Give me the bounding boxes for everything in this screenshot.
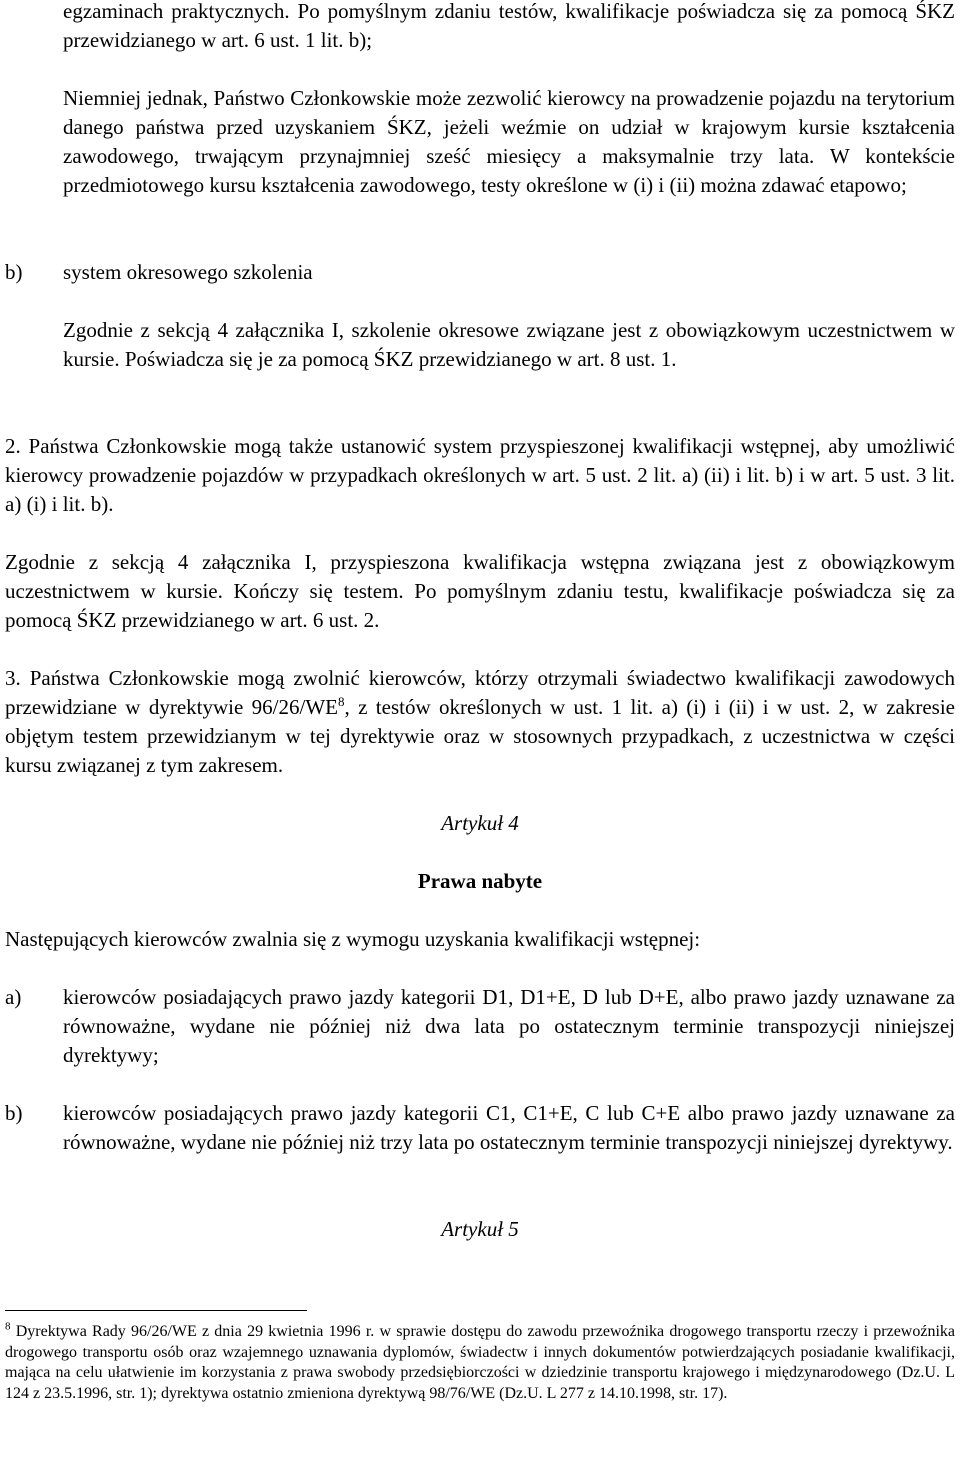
list-label-a: a)	[5, 985, 22, 1009]
footnote	[5, 1322, 955, 1404]
article-5-number: Artykuł 5	[441, 1217, 519, 1241]
article-4-number: Artykuł 4	[441, 811, 519, 835]
list-item-b-text: system okresowego szkolenia	[63, 260, 313, 284]
footnote-text: Dyrektywa Rady 96/26/WE z dnia 29 kwietnia 1996 r. w sprawie dostępu do zawodu przewoźnika drogowego transportu rzeczy i przewoźnika drogowego transportu osób oraz wzajemnego uznawania dyplomów, świadectw i innych dokumentów potwierdzających posiadanie kwalifikacji, mająca na celu ułatwienie im korzystania z prawa swobody przedsiębiorczości w dziedzinie transportu krajowego i międzynarodowego (Dz.U. L 124 z 23.5.1996, str. 1); dyrektywa ostatnio zmieniona dyrektywą 98/76/WE (Dz.U. L 277 z 14.10.1998, str. 17).	[5, 1323, 955, 1402]
list-item-b2-text: kierowców posiadających prawo jazdy kategorii C1, C1+E, C lub C+E albo prawo jazdy uznawane za równoważne, wydane nie później niż trzy lata po ostatecznym terminie transpozycji niniejszej dyrektywy.	[63, 1101, 955, 1154]
footnote-separator	[5, 1310, 307, 1311]
paragraph-niemniej: Niemniej jednak, Państwo Członkowskie może zezwolić kierowcy na prowadzenie pojazdu na terytorium danego państwa przed uzyskaniem ŚKZ, jeżeli weźmie on udział w krajowym kursie kształcenia zawodowego, trwającym przynajmniej sześć miesięcy a maksymalnie trzy lata. W kontekście przedmiotowego kursu kształcenia zawodowego, testy określone w (i) i (ii) można zdawać etapowo;	[63, 86, 955, 197]
paragraph-zgodnie-przyspieszona: Zgodnie z sekcją 4 załącznika I, przyspieszona kwalifikacja wstępna związana jest z obowiązkowym uczestnictwem w kursie. Kończy się testem. Po pomyślnym zdaniu testu, kwalifikacje poświadcza się za pomocą ŚKZ przewidzianego w art. 6 ust. 2.	[5, 550, 955, 632]
list-label-b-2: b)	[5, 1101, 23, 1125]
paragraph-3-text-after: , z testów określonych w ust. 1 lit. a) (i) i (ii) i w ust. 2, w zakresie objętym testem przewidzianym w tej dyrektywie oraz w stosownych przypadkach, z uczestnictwa w części kursu związanej z tym zakresem.	[5, 695, 955, 777]
article-4-intro: Następujących kierowców zwalnia się z wymogu uzyskania kwalifikacji wstępnej:	[5, 927, 701, 951]
footnote-number: 8	[5, 1320, 11, 1333]
paragraph-3	[5, 664, 955, 780]
top-continuation-text: egzaminach praktycznych. Po pomyślnym zdaniu testów, kwalifikacje poświadcza się za pomocą ŚKZ przewidzianego w art. 6 ust. 1 lit. b);	[63, 0, 955, 52]
footnote-reference: 8	[337, 694, 345, 709]
paragraph-2: 2. Państwa Członkowskie mogą także ustanowić system przyspieszonej kwalifikacji wstępnej, aby umożliwić kierowcy prowadzenie pojazdów w przypadkach określonych w art. 5 ust. 2 lit. a) (ii) i lit. b) i w art. 5 ust. 3 lit. a) (i) i lit. b).	[5, 434, 955, 516]
article-4-title: Prawa nabyte	[417, 869, 543, 893]
paragraph-zgodnie-szkolenie: Zgodnie z sekcją 4 załącznika I, szkolenie okresowe związane jest z obowiązkowym uczestnictwem w kursie. Poświadcza się je za pomocą ŚKZ przewidzianego w art. 8 ust. 1.	[63, 318, 955, 371]
list-label-b: b)	[5, 260, 23, 284]
paragraph-3-text-before: 3. Państwa Członkowskie mogą zwolnić kierowców, którzy otrzymali świadectwo kwalifikacji zawodowych przewidziane w dyrektywie 96/26/WE	[5, 666, 955, 719]
list-item-a-text: kierowców posiadających prawo jazdy kategorii D1, D1+E, D lub D+E, albo prawo jazdy uznawane za równoważne, wydane nie później niż dwa lata po ostatecznym terminie transpozycji niniejszej dyrektywy;	[63, 985, 955, 1067]
